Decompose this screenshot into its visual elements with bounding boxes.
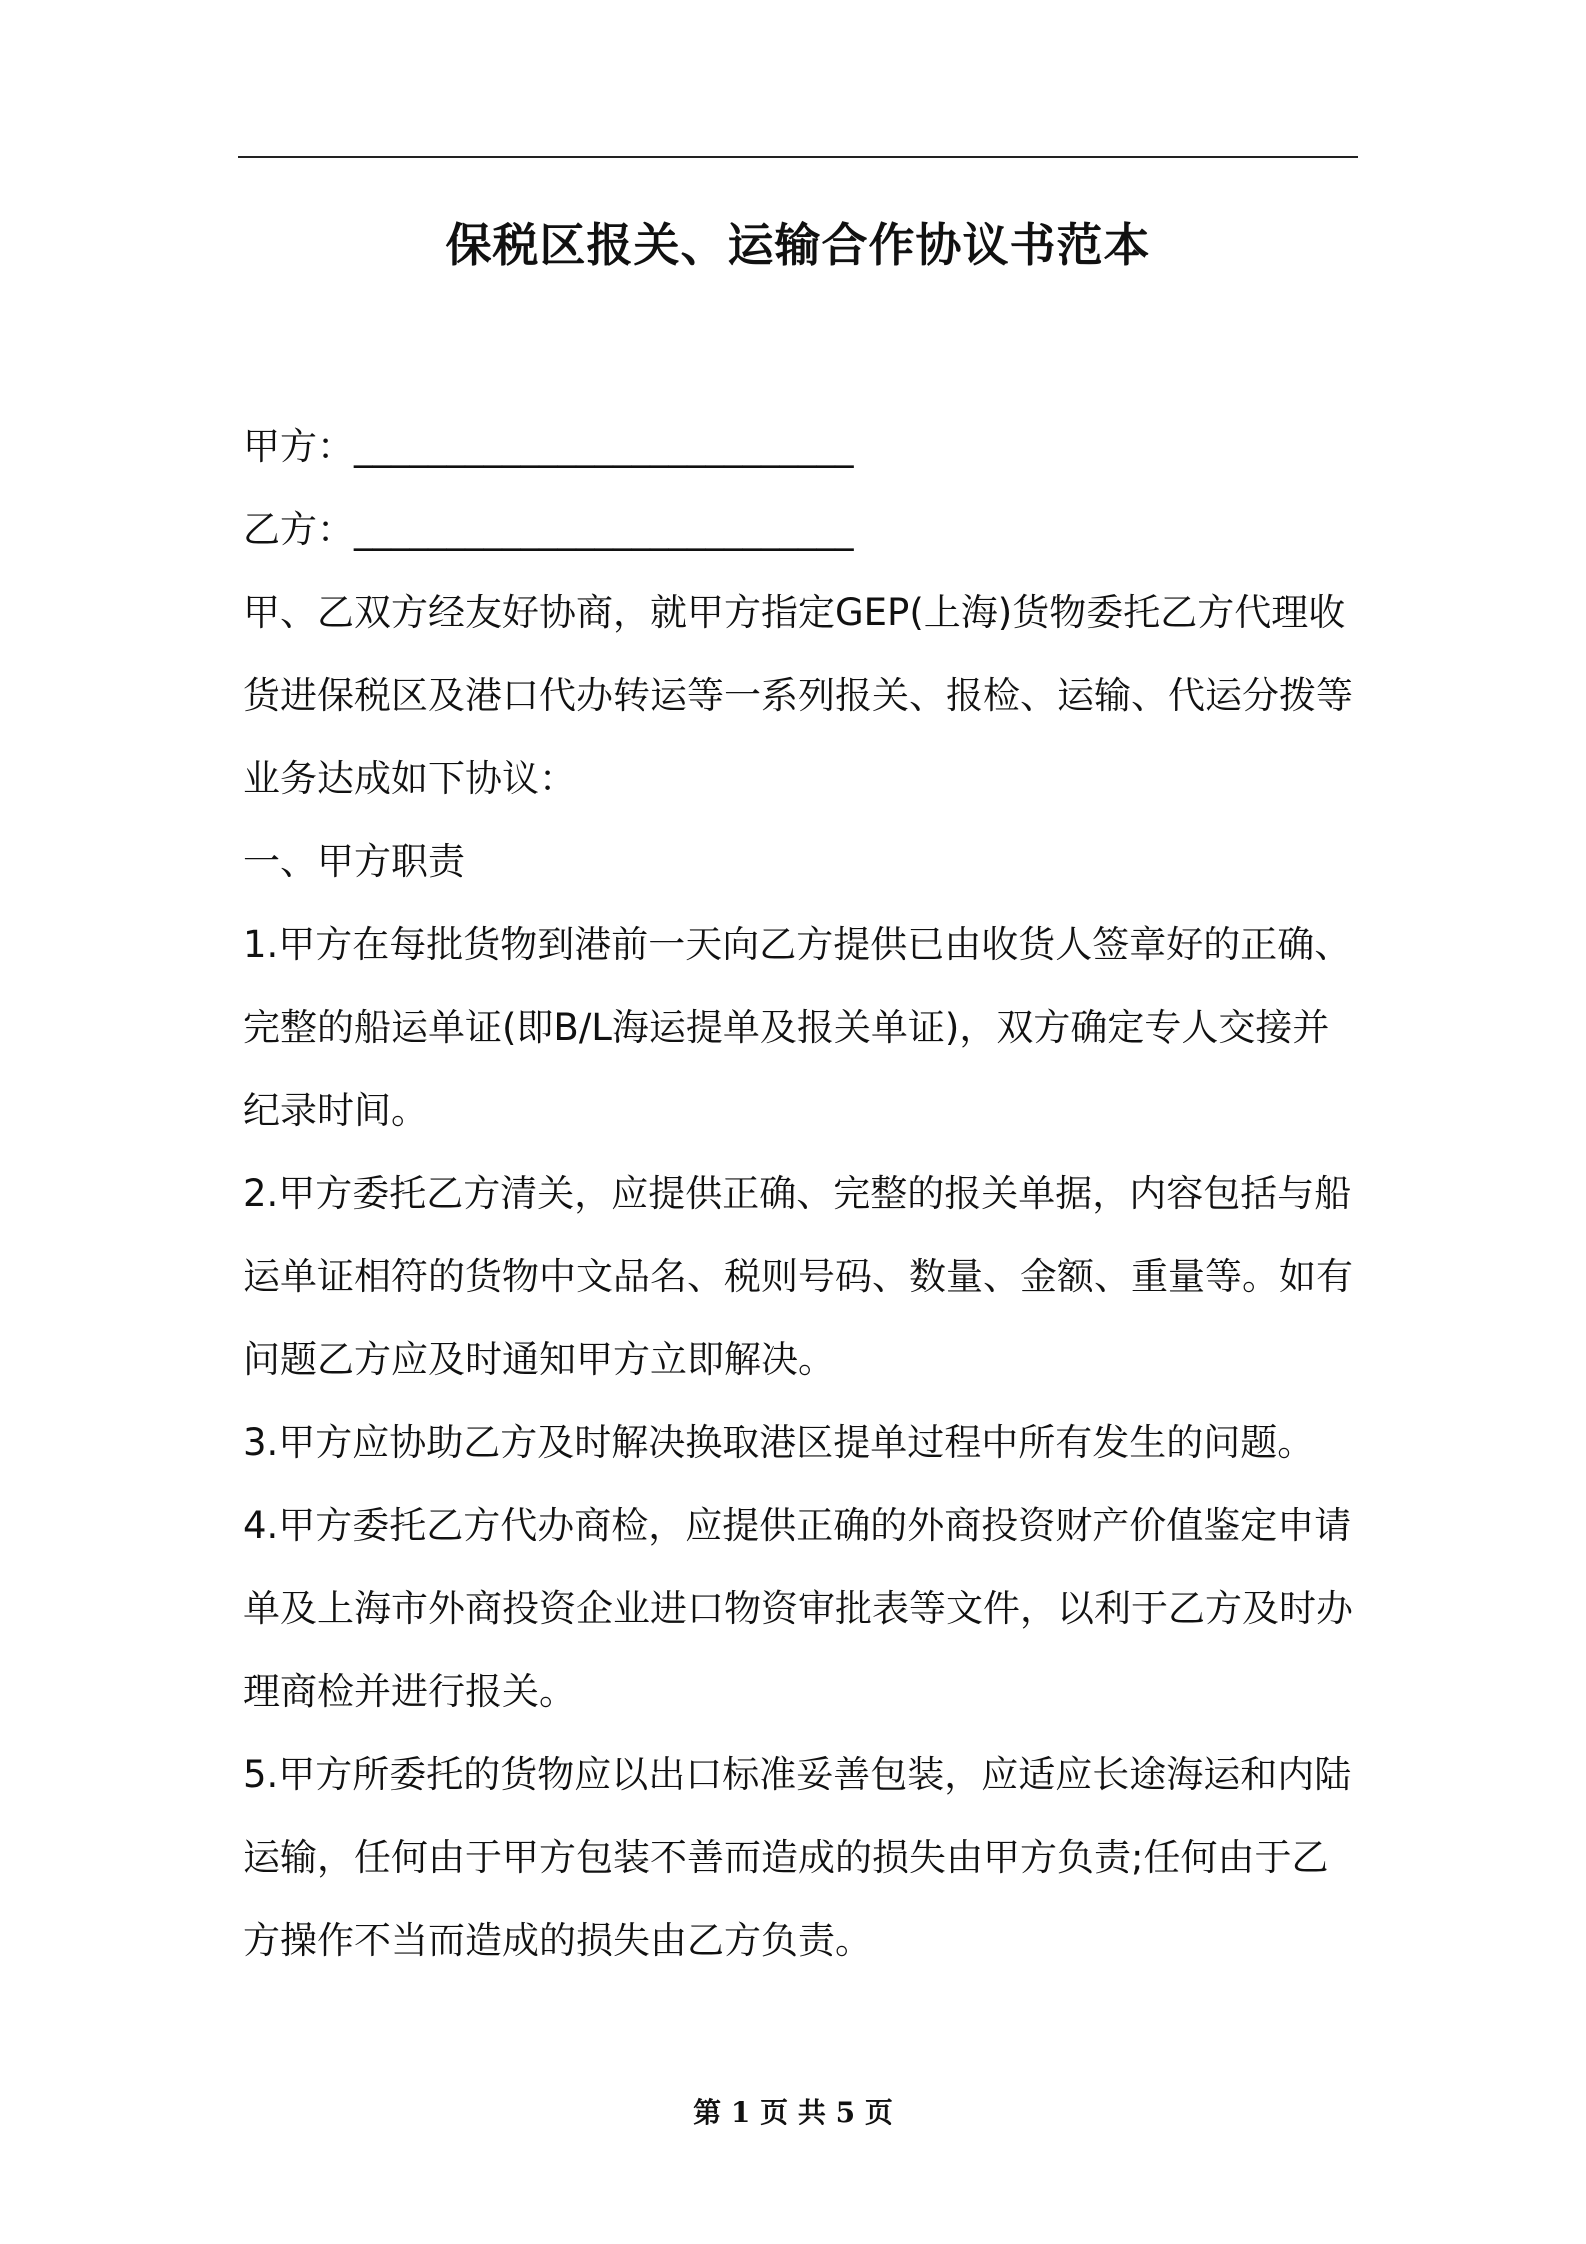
party-a-blank: ___________________________ [354, 425, 854, 468]
clause-4: 4.甲方委托乙方代办商检，应提供正确的外商投资财产价值鉴定申请单及上海市外商投资企业进口物资审批表等文件，以利于乙方及时办理商检并进行报关。 [243, 1504, 1353, 1713]
party-b-label: 乙方： [243, 508, 354, 551]
page-number: 第 1 页 共 5 页 [693, 2096, 893, 2129]
clause-1: 1.甲方在每批货物到港前一天向乙方提供已由收货人签章好的正确、完整的船运单证(即B/L海运提单及报关单证)，双方确定专人交接并纪录时间。 [243, 923, 1352, 1132]
document-body [243, 405, 1358, 1982]
intro-paragraph: 甲、乙双方经友好协商，就甲方指定GEP(上海)货物委托乙方代理收货进保税区及港口代办转运等一系列报关、报检、运输、代运分拨等业务达成如下协议： [243, 591, 1353, 800]
party-b-line [243, 488, 1358, 571]
party-b-blank: ___________________________ [354, 508, 854, 551]
party-a-line [243, 405, 1358, 488]
clause-5: 5.甲方所委托的货物应以出口标准妥善包装，应适应长途海运和内陆运输，任何由于甲方包装不善而造成的损失由甲方负责;任何由于乙方操作不当而造成的损失由乙方负责。 [243, 1753, 1352, 1962]
clause-2: 2.甲方委托乙方清关，应提供正确、完整的报关单据，内容包括与船运单证相符的货物中文品名、税则号码、数量、金额、重量等。如有问题乙方应及时通知甲方立即解决。 [243, 1172, 1353, 1381]
party-a-label: 甲方： [243, 425, 354, 468]
section-heading-party-a-duties: 一、甲方职责 [243, 840, 465, 883]
document-title: 保税区报关、运输合作协议书范本 [445, 218, 1151, 272]
clause-3: 3.甲方应协助乙方及时解决换取港区提单过程中所有发生的问题。 [243, 1421, 1315, 1464]
header-rule [238, 156, 1358, 158]
